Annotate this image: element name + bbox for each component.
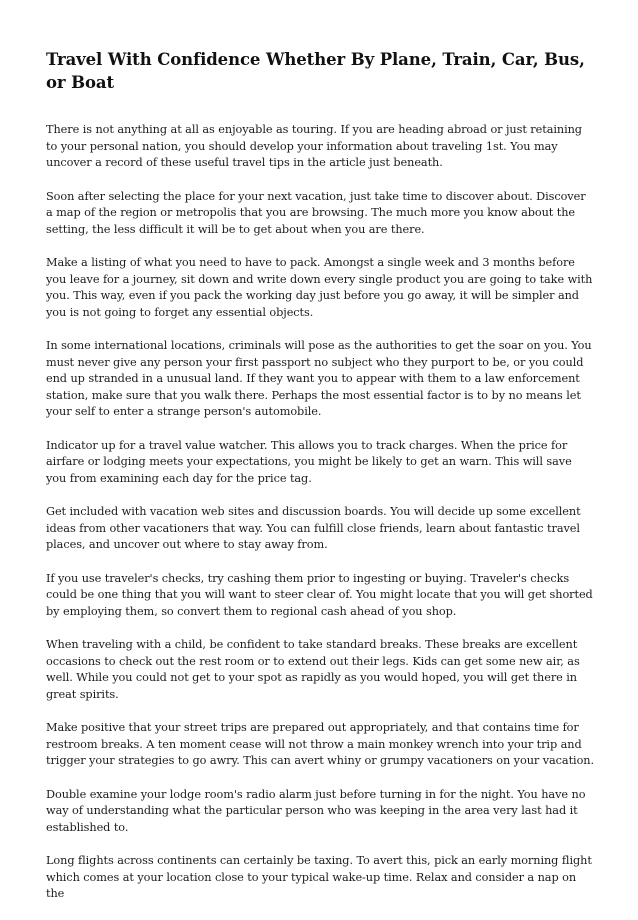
paragraph: Indicator up for a travel value watcher. This allows you to track charges. When the price for airfare or lodging meets your expectations, you might be likely to get an warn. This will save you from examining each day for the price tag. — [46, 438, 572, 485]
paragraph: Make a listing of what you need to have to pack. Amongst a single week and 3 months before you leave for a journey, sit down and write down every single product you are going to take with you. This way, even if you pack the working day just before you go away, it will be simpler and you is not going to forget any essential objects. — [46, 256, 593, 319]
paragraph: There is not anything at all as enjoyable as touring. If you are heading abroad or just retaining to your personal nation, you should develop your information about traveling 1st. You may uncover a record of these useful travel tips in the article just beneath. — [46, 123, 582, 169]
paragraph: Make positive that your street trips are prepared out appropriately, and that contains time for restroom breaks. A ten moment cease will not throw a main monkey wrench into your trip and trigger your strategies to go awry. This can avert whiny or grumpy vacationers on your vacation. — [46, 721, 595, 767]
paragraph: In some international locations, criminals will pose as the authorities to get the soar on you. You must never give any person your first passport no subject who they purport to be, or you could end up stranded in a unusual land. If they want you to appear with them to a law enforcement station, make sure that you walk there. Perhaps the most essential factor is to by no means let your self to enter a strange person's automobile. — [46, 339, 592, 418]
paragraph: When traveling with a child, be confident to take standard breaks. These breaks are excellent occasions to check out the rest room or to extend out their legs. Kids can get some new air, as well. While you could not get to your spot as rapidly as you would hoped, you will get there in great spirits. — [46, 638, 580, 701]
document-title: Travel With Confidence Whether By Plane, Train, Car, Bus, or Boat — [46, 50, 585, 92]
paragraph: If you use traveler's checks, try cashing them prior to ingesting or buying. Traveler's checks could be one thing that you will want to steer clear of. You might locate that you will get shorted by employing them, so convert them to regional cash ahead of you shop. — [46, 571, 593, 618]
paragraph: Double examine your lodge room's radio alarm just before turning in for the night. You have no way of understanding what the particular person who was keeping in the area very last had it established to. — [46, 787, 586, 834]
paragraph: Long flights across continents can certainly be taxing. To avert this, pick an early morning flight which comes at your location close to your typical wake-up time. Relax and consider a nap on the — [46, 854, 592, 900]
paragraph: Get included with vacation web sites and discussion boards. You will decide up some excellent ideas from other vacationers that way. You can fulfill close friends, learn about fantastic travel places, and uncover out where to stay away from. — [46, 505, 581, 551]
document-page — [46, 48, 594, 920]
paragraph: Soon after selecting the place for your next vacation, just take time to discover about. Discover a map of the region or metropolis that you are browsing. The much more you know about the setting, the less difficult it will be to get about when you are there. — [46, 189, 586, 236]
